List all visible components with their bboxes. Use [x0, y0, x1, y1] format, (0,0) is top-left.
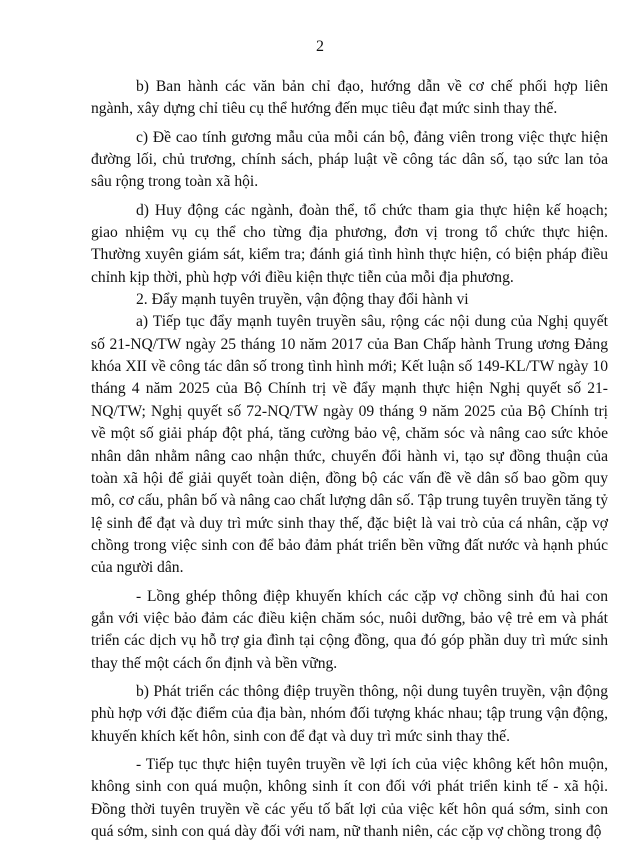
paragraph-1d: d) Huy động các ngành, đoàn thể, tổ chức tham gia thực hiện kế hoạch; giao nhiệm vụ cụ thể cho từng địa phương, đơn vị trong tổ chức thực hiện. Thường xuyên giám sát, kiểm tra; đánh giá tình hình thực hiện, có biện pháp điều chỉnh kịp thời, phù hợp với điều kiện thực tiễn của mỗi địa phương. — [91, 201, 608, 286]
paragraph-2a-bullet: - Lồng ghép thông điệp khuyến khích các cặp vợ chồng sinh đủ hai con gắn với việc bảo đảm các điều kiện chăm sóc, nuôi dưỡng, bảo vệ trẻ em và phát triển các dịch vụ hỗ trợ gia đình tại cộng đồng, qua đó góp phần duy trì mức sinh thay thế một cách ổn định và bền vững. — [91, 587, 608, 672]
document-body — [91, 76, 608, 843]
paragraph-1b: b) Ban hành các văn bản chỉ đạo, hướng dẫn về cơ chế phối hợp liên ngành, xây dựng chỉ tiêu cụ thể hướng đến mục tiêu đạt mức sinh thay thế. — [91, 78, 608, 118]
paragraph-2b: b) Phát triển các thông điệp truyền thông, nội dung tuyên truyền, vận động phù hợp với đặc điểm của địa bàn, nhóm đối tượng khác nhau; tập trung vận động, khuyến khích kết hôn, sinh con để đạt và duy trì mức sinh thay thế. — [91, 682, 608, 745]
section-heading-2: 2. Đẩy mạnh tuyên truyền, vận động thay đổi hành vi — [136, 291, 469, 309]
page-number: 2 — [316, 38, 324, 55]
paragraph-2b-bullet: - Tiếp tục thực hiện tuyên truyền về lợi ích của việc không kết hôn muộn, không sinh con quá muộn, không sinh ít con đối với phát triển kinh tế - xã hội. Đồng thời tuyên truyền về các yếu tố bất lợi của việc kết hôn quá sớm, sinh con quá sớm, sinh con quá dày đối với nam, nữ thanh niên, các cặp vợ chồng trong độ — [91, 755, 608, 840]
paragraph-2a: a) Tiếp tục đẩy mạnh tuyên truyền sâu, rộng các nội dung của Nghị quyết số 21-NQ/TW ngày 25 tháng 10 năm 2017 của Ban Chấp hành Trung ương Đảng khóa XII về công tác dân số trong tình hình mới; Kết luận số 149-KL/TW ngày 10 tháng 4 năm 2025 của Bộ Chính trị về đẩy mạnh thực hiện Nghị quyết số 21-NQ/TW; Nghị quyết số 72-NQ/TW ngày 09 tháng 9 năm 2025 của Bộ Chính trị về một số giải pháp đột phá, tăng cường bảo vệ, chăm sóc và nâng cao sức khỏe nhân dân nhằm nâng cao nhận thức, chuyển đổi hành vi, tạo sự đồng thuận của toàn xã hội để giải quyết toàn diện, đồng bộ các vấn đề về dân số bao gồm quy mô, cơ cấu, phân bố và nâng cao chất lượng dân số. Tập trung tuyên truyền tăng tỷ lệ sinh để đạt và duy trì mức sinh thay thế, đặc biệt là vai trò của cá nhân, cặp vợ chồng trong việc sinh con để bảo đảm phát triển bền vững đất nước và hạnh phúc của người dân. — [91, 313, 608, 577]
paragraph-1c: c) Đề cao tính gương mẫu của mỗi cán bộ, đảng viên trong việc thực hiện đường lối, chủ trương, chính sách, pháp luật về công tác dân số, tạo sức lan tỏa sâu rộng trong toàn xã hội. — [91, 128, 608, 191]
